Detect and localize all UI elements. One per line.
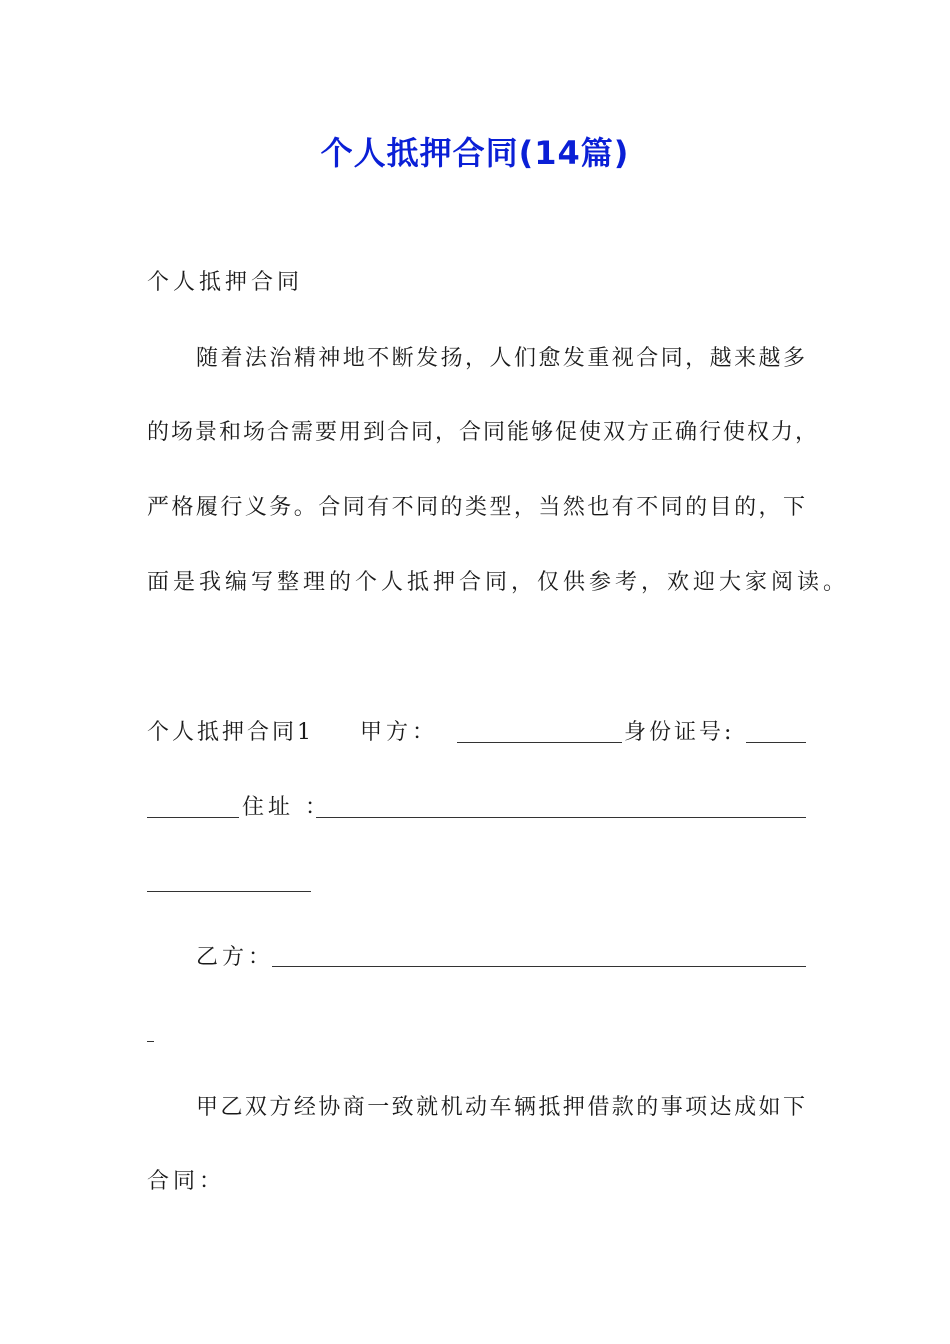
- intro-line-4: 面是我编写整理的个人抵押合同，仅供参考，欢迎大家阅读。: [147, 570, 850, 595]
- party-a-label: 甲方：: [360, 720, 439, 745]
- address-label: 住址 ：: [242, 795, 331, 820]
- party-b-label: 乙方：: [196, 945, 275, 970]
- id-number-blank-continued: [147, 817, 239, 818]
- intro-line-3: 严格履行义务。合同有不同的类型，当然也有不同的目的，下: [147, 495, 807, 520]
- document-title: 个人抵押合同(14篇): [320, 134, 630, 172]
- intro-line-2: 的场景和场合需要用到合同，合同能够促使双方正确行使权力，: [147, 420, 820, 445]
- party-a-blank: [457, 742, 622, 743]
- party-b-blank-continued: [147, 1041, 154, 1042]
- agreement-line-1: 甲乙双方经协商一致就机动车辆抵押借款的事项达成如下: [196, 1095, 807, 1120]
- section1-heading: 个人抵押合同1: [147, 720, 314, 745]
- document-subtitle: 个人抵押合同: [147, 270, 304, 295]
- id-number-blank: [746, 742, 806, 743]
- party-b-blank: [272, 966, 806, 967]
- address-blank-continued: [147, 891, 311, 892]
- intro-line-1: 随着法治精神地不断发扬，人们愈发重视合同，越来越多: [196, 346, 807, 371]
- id-number-label: 身份证号:: [624, 720, 735, 745]
- address-blank: [316, 817, 806, 818]
- agreement-line-2: 合同：: [147, 1169, 226, 1194]
